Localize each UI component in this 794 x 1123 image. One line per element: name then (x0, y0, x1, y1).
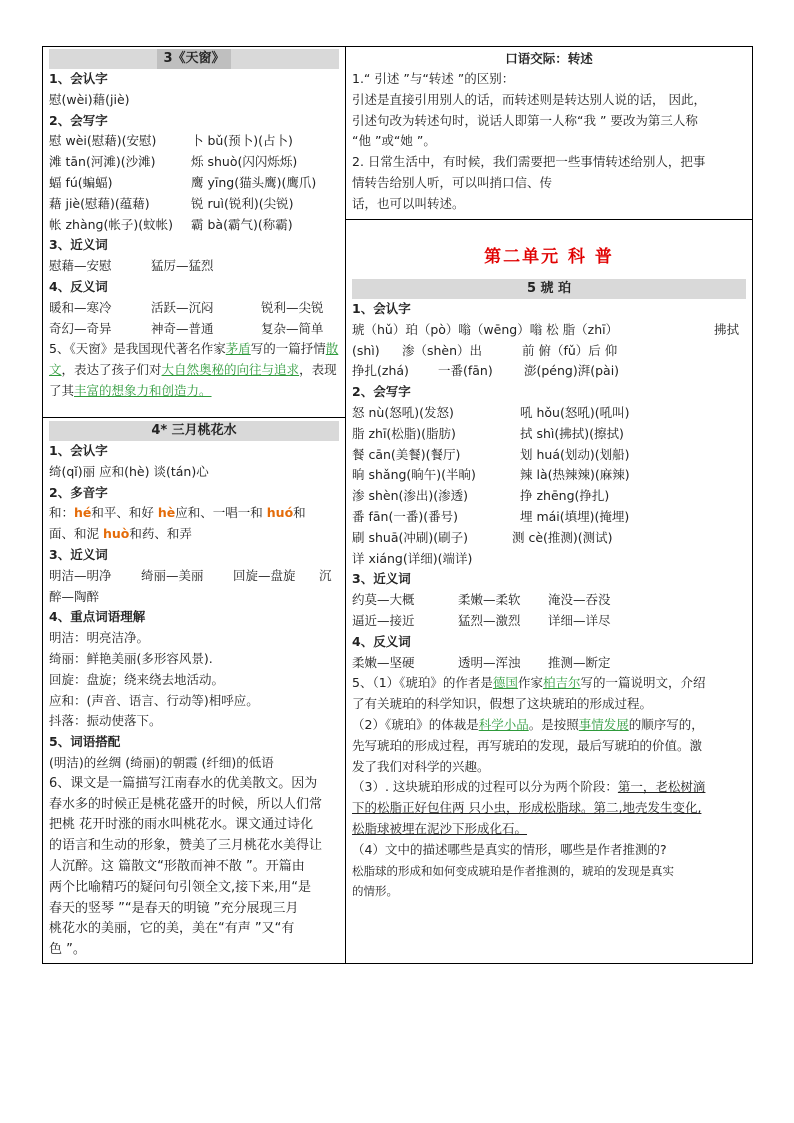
analysis-line: （2）《琥珀》的体裁是科学小品。是按照事情发展的顺序写的， (352, 716, 704, 732)
lesson-4-title: 4* 三月桃花水 (49, 421, 339, 441)
section-heading: 3、近义词 (49, 237, 108, 253)
polyphone-row: 和：hé和平、和好 hè应和、一唱一和 huó和 (49, 505, 306, 521)
write-row: 怒 nù(怒吼)(发怒) 吼 hǒu(怒吼)(吼叫) (352, 404, 630, 420)
oral-communication-title: 口语交际：转述 (505, 51, 593, 66)
analysis-line: 下的松脂正好包住两 只小虫，形成松脂球。第二,地壳发生变化, (352, 800, 702, 816)
section-heading: 2、会写字 (49, 112, 108, 128)
section-heading: 1、会认字 (352, 301, 411, 316)
unit-title: 第二单元 科 普 (484, 247, 614, 267)
analysis-line: 松脂球被埋在泥沙下形成化石。 (352, 820, 528, 836)
write-row: 番 fān(一番)(番号) 埋 mái(填埋)(掩埋) (352, 508, 630, 524)
text-line: 话，也可以叫转述。 (352, 195, 465, 211)
analysis-line: 松脂球的形成和如何变成琥珀是作者推测的，琥珀的发现是真实 (352, 863, 674, 878)
write-row: 渗 shèn(渗出)(渗透) 挣 zhēng(挣扎) (352, 488, 610, 504)
row-divider (43, 417, 345, 418)
write-row: 刷 shuā(冲刷)(刷子) 测 cè(推测)(测试) (352, 529, 613, 545)
write-row: 餐 cān(美餐)(餐厅) 划 huá(划动)(划船) (352, 446, 630, 462)
recognize-row: 挣扎(zhá) 一番(fān) 澎(péng)湃(pài) (352, 363, 620, 379)
explanation-line: 明洁：明亮洁净。 (49, 630, 150, 646)
write-row: 详 xiáng(详细)(端详) (352, 550, 473, 566)
section-heading: 2、会写字 (352, 384, 411, 400)
analysis-line: 发了我们对科学的兴趣。 (352, 758, 490, 774)
synonym-row: 慰藉—安慰 猛厉—猛烈 (49, 258, 214, 274)
analysis-line: 先写琥珀的形成过程，再写琥珀的发现，最后写琥珀的价值。激 (352, 737, 703, 753)
antonym-row: 暖和—寒冷 活跃—沉闷 锐利—尖锐 (49, 299, 324, 315)
text-line: 情转告给别人听，可以叫捎口信、传 (352, 174, 553, 190)
recognize-text: 慰(wèi)藉(jiè) (49, 91, 130, 107)
synonym-row: 醉—陶醉 (49, 588, 100, 604)
write-row: 慰 wèi(慰藉)(安慰) 卜 bǔ(预卜)(占卜) (49, 133, 293, 149)
lesson-3-cell (43, 47, 345, 415)
text-line: “他 ”或“她 ”。 (352, 133, 436, 149)
write-row: 藉 jiè(慰藉)(蕴藉) 锐 ruì(锐利)(尖锐) (49, 195, 294, 211)
synonym-row: 约莫—大概 柔嫩—柔软 淹没—吞没 (352, 592, 611, 608)
recognize-row: 琥（hǔ）珀（pò）嗡（wēng）嗡 松 脂（zhī） 拂拭 (352, 321, 740, 337)
synonym-row: 逼近—接近 猛烈—激烈 详细—详尽 (352, 612, 611, 628)
antonym-row: 奇幻—奇异 神奇—普通 复杂—简单 (49, 320, 324, 336)
polyphone-row: 面、和泥 huò和药、和弄 (49, 526, 192, 542)
explanation-line: 回旋：盘旋；绕来绕去地活动。 (49, 671, 225, 687)
oral-communication-cell (346, 47, 752, 219)
lesson-4-cell (43, 419, 345, 963)
section-heading: 3、近义词 (49, 546, 108, 562)
lesson-5-cell (346, 237, 752, 963)
analysis-line: 5、（1）《琥珀》的作者是德国作家柏吉尔写的一篇说明文，介绍 (352, 675, 706, 691)
section-heading: 3、近义词 (352, 571, 411, 587)
recognize-row: (shì) 渗（shèn）出 前 俯（fǔ）后 仰 (352, 342, 618, 358)
section-heading: 4、反义词 (49, 278, 108, 294)
explanation-line: 抖落：振动使落下。 (49, 713, 162, 729)
summary-paragraph: 6、课文是一篇描写江南春水的优美散文。因为 春水多的时候正是桃花盛开的时候，所以人们常 把桃 花开时涨的雨水叫桃花水。课文通过诗化 的语言和生动的形象，赞美了三月桃花水美得让 人沉醉。这 篇散文“形散而神不散 ”。开篇由 两个比喻精巧的疑问句引领全文,接下来,用“是 春天的竖琴 ”“是春天的明镜 ”充分展现三月 桃花水的美丽，它的美，美在“有声 ”又“有 色 ”。 (49, 775, 323, 958)
section-heading: 5、词语搭配 (49, 734, 121, 750)
summary-paragraph: 5、《天窗》是我国现代著名作家茅盾写的一篇抒情散文，表达了孩子们对大自然奥秘的向往与追求，表现了其丰富的想象力和创造力。 (49, 341, 339, 398)
write-row: 帐 zhànɡ(帐子)(蚊帐) 霸 bà(霸气)(称霸) (49, 216, 293, 232)
write-row: 滩 tān(河滩)(沙滩) 烁 shuò(闪闪烁烁) (49, 154, 298, 170)
text-line: 2. 日常生活中，有时候，我们需要把一些事情转述给别人，把事 (352, 154, 706, 170)
explanation-line: 应和：(声音、语言、行动等)相呼应。 (49, 692, 259, 708)
text-line: 引述句改为转述句时，说话人即第一人称“我 ” 要改为第三人称 (352, 112, 698, 128)
section-heading: 2、多音字 (49, 484, 108, 500)
section-heading: 4、反义词 (352, 633, 411, 649)
antonym-row: 柔嫩—坚硬 透明—浑浊 推测—断定 (352, 654, 611, 670)
analysis-line: 的情形。 (352, 884, 398, 899)
lesson-5-title: 5 琥 珀 (352, 279, 746, 299)
notes-table (42, 46, 753, 964)
lesson-3-title: 3《天窗》 (49, 49, 339, 69)
recognize-text: 绮(qǐ)丽 应和(hè) 谈(tán)心 (49, 463, 209, 479)
write-row: 晌 shǎng(晌午)(半晌) 辣 là(热辣辣)(麻辣) (352, 467, 630, 483)
write-row: 脂 zhī(松脂)(脂肪) 拭 shì(拂拭)(擦拭) (352, 425, 624, 441)
collocation-line: (明洁)的丝绸 (绮丽)的朝霞 (纤细)的低语 (49, 754, 274, 770)
section-heading: 1、会认字 (49, 443, 108, 458)
section-heading: 4、重点词语理解 (49, 609, 146, 625)
text-line: 1.“ 引述 ”与“转述 ”的区别： (352, 71, 515, 86)
synonym-row: 明洁—明净 绮丽—美丽 回旋—盘旋 沉 (49, 567, 332, 583)
row-divider (346, 219, 752, 220)
analysis-line: （3）. 这块琥珀形成的过程可以分为两个阶段：第一，老松树滴 (352, 779, 706, 795)
analysis-line: （4）文中的描述哪些是真实的情形，哪些是作者推测的? (352, 841, 667, 857)
analysis-line: 了有关琥珀的科学知识，假想了这块琥珀的形成过程。 (352, 696, 653, 712)
write-row: 蝠 fú(蝙蝠) 鹰 yīng(猫头鹰)(鹰爪) (49, 174, 317, 190)
section-heading: 1、会认字 (49, 71, 108, 86)
text-line: 引述是直接引用别人的话，而转述则是转达别人说的话， 因此， (352, 91, 706, 107)
explanation-line: 绮丽：鲜艳美丽(多形容风景). (49, 650, 213, 666)
